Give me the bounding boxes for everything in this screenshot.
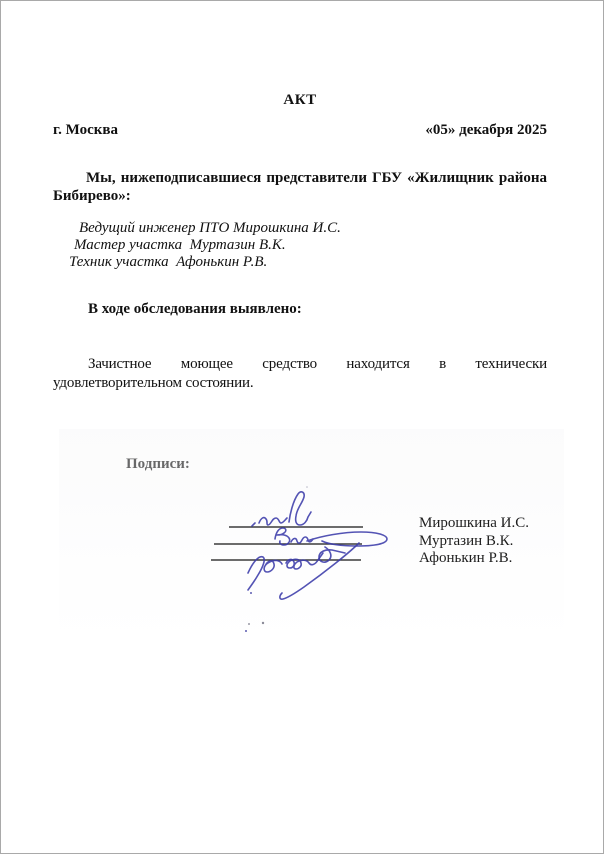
city-label: г. Москва <box>53 122 118 138</box>
signatory-name: Афонькин Р.В. <box>419 550 513 566</box>
official-line: Мастер участка Муртазин В.К. <box>74 237 286 253</box>
handwritten-signature-3 <box>248 543 359 599</box>
handwritten-signature-2 <box>275 528 387 562</box>
officials-list <box>53 220 547 271</box>
signature-block <box>53 481 547 656</box>
findings-heading: В ходе обследования выявлено: <box>88 301 302 317</box>
handwritten-signature-1 <box>252 492 311 526</box>
signatory-names <box>419 515 529 568</box>
signatory-name: Муртазин В.К. <box>419 532 514 549</box>
signatures-label: Подписи: <box>126 456 190 472</box>
date-label: «05» декабря 2025 <box>425 122 547 138</box>
dateline <box>53 121 547 139</box>
document-title: АКТ <box>283 92 317 108</box>
intro-paragraph: Мы, нижеподписавшиеся представители ГБУ «Жилищник района Бибирево»: <box>53 170 547 204</box>
signatures-svg <box>53 481 548 656</box>
official-line: Ведущий инженер ПТО Мирошкина И.С. <box>79 220 341 236</box>
signatory-name: Мирошкина И.С. <box>419 515 530 531</box>
findings-text: Зачистное моющее средство находится в технически удовлетворительном состоянии. <box>53 356 547 391</box>
official-line: Техник участка Афонькин Р.В. <box>69 254 268 270</box>
